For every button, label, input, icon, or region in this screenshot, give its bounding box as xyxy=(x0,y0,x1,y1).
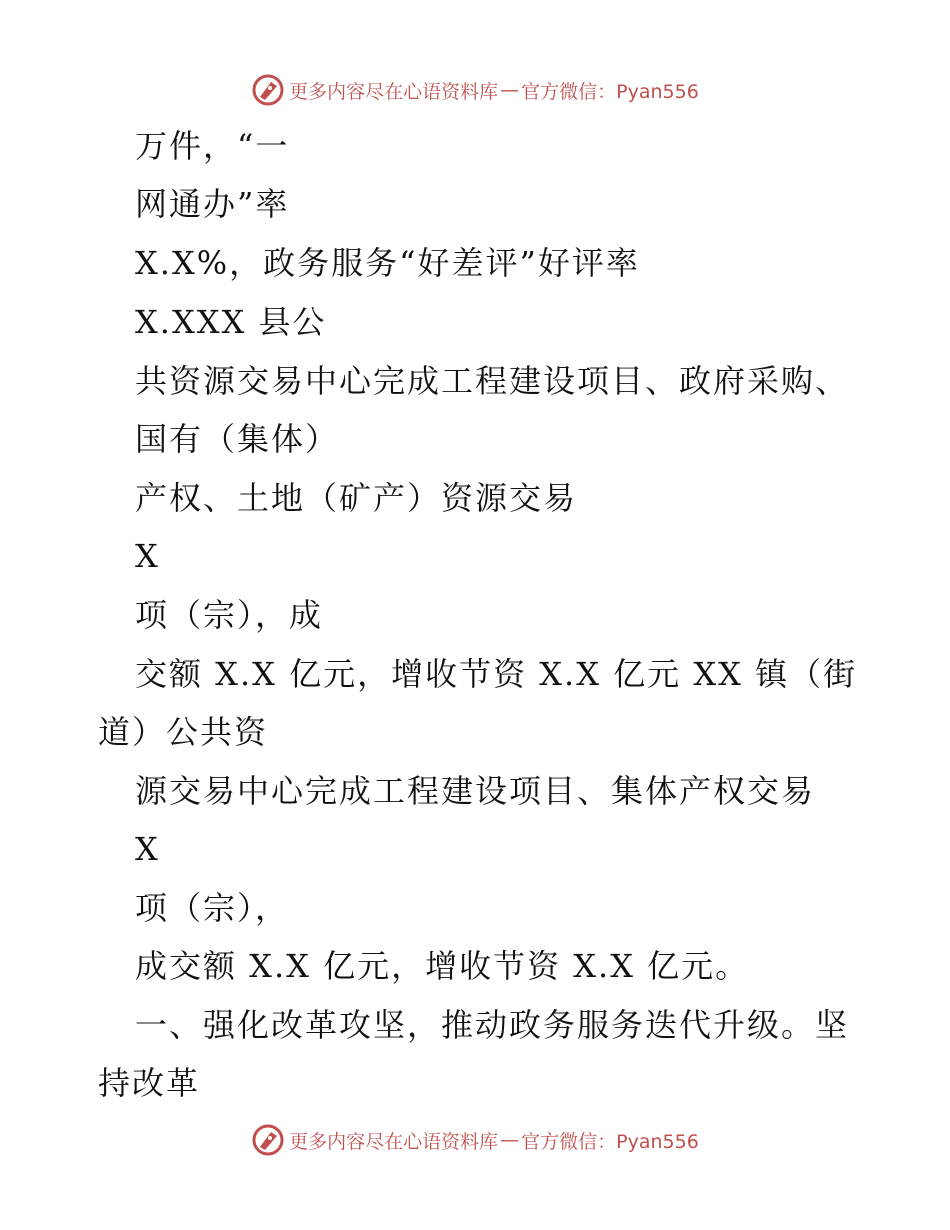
body-line: 共资源交易中心完成工程建设项目、政府采购、 xyxy=(135,362,850,400)
watermark-wechat-text: 官方微信：Pyan556 xyxy=(521,1130,699,1153)
body-line: 万件，“一 xyxy=(135,127,290,165)
body-line: 源交易中心完成工程建设项目、集体产权交易 xyxy=(135,772,816,810)
body-line: X.XXX 县公 xyxy=(135,303,327,341)
body-line: 交额 X.X 亿元，增收节资 X.X 亿元 XX 镇（街 xyxy=(135,655,858,693)
body-line: 持改革 xyxy=(98,1064,201,1102)
watermark-main-text: 更多内容尽在心语资料库 xyxy=(289,1130,499,1153)
body-line: 项（宗）， xyxy=(135,889,290,927)
body-line: 产权、土地（矿产）资源交易 xyxy=(135,479,578,517)
body-line: 成交额 X.X 亿元，增收节资 X.X 亿元。 xyxy=(135,947,750,985)
body-line: 项（宗），成 xyxy=(135,596,324,634)
watermark-footer xyxy=(0,1120,950,1160)
watermark-wechat-text: 官方微信：Pyan556 xyxy=(521,80,699,103)
body-line: 国有（集体） xyxy=(135,420,340,458)
watermark-separator: — xyxy=(500,79,520,101)
watermark-main-text: 更多内容尽在心语资料库 xyxy=(289,80,499,103)
body-line: X.X%，政务服务“好差评”好评率 xyxy=(135,244,640,282)
body-line: X xyxy=(135,537,160,575)
body-line: 道）公共资 xyxy=(98,713,269,751)
body-line: 网通办”率 xyxy=(135,185,290,223)
body-line: X xyxy=(135,830,160,868)
pen-nib-logo-icon xyxy=(251,1123,285,1157)
body-line: 一、强化改革攻坚，推动政务服务迭代升级。坚 xyxy=(135,1006,850,1044)
watermark-separator: — xyxy=(500,1129,520,1151)
